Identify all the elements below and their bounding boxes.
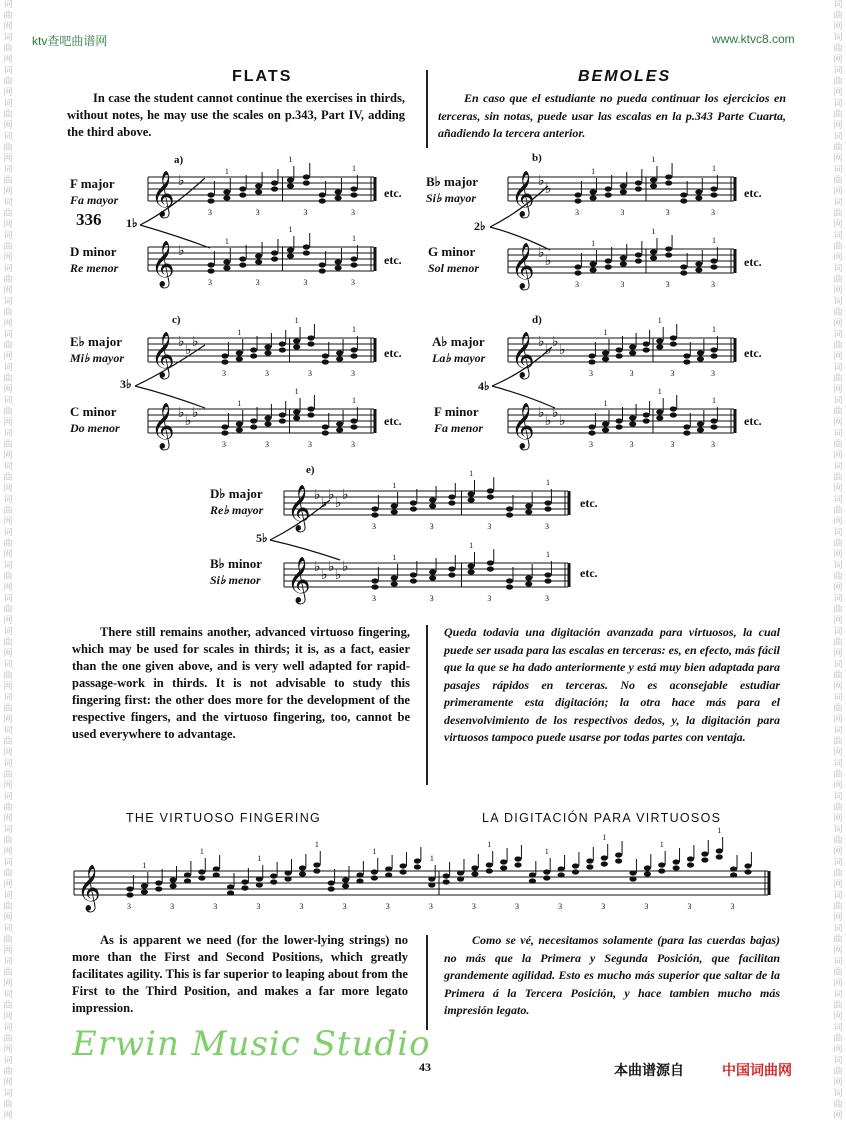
svg-text:♭: ♭	[545, 253, 552, 269]
advanced-english: There still remains another, advanced virtuoso fingering, which may be used for scales in thirds; it is, as a fact, easier than the one given above, and is very well adapted for rapid-passage-work in thirds. It is not advisable to study this fingering first: the other does more for the development of the respective fingers, and the virtuoso fingering, too, cannot be used everywhere to advantage.	[72, 625, 410, 741]
virtuoso-title-en: THE VIRTUOSO FINGERING	[126, 811, 322, 825]
svg-text:1: 1	[352, 234, 356, 243]
svg-text:1: 1	[712, 396, 716, 405]
svg-text:3: 3	[372, 594, 376, 603]
svg-text:♭: ♭	[328, 487, 335, 503]
svg-text:3: 3	[208, 208, 212, 217]
svg-text:1: 1	[717, 826, 722, 835]
svg-text:♭: ♭	[178, 173, 185, 189]
site-url-right[interactable]: www.ktvc8.com	[712, 32, 795, 46]
svg-text:1: 1	[603, 328, 608, 337]
svg-text:♭: ♭	[178, 405, 185, 421]
key-label-f-minor: F minor Fa menor	[434, 404, 484, 435]
example-letter-b: b)	[532, 152, 542, 164]
svg-text:1: 1	[294, 387, 299, 396]
virtuoso-title-es: LA DIGITACIÓN PARA VIRTUOSOS	[482, 811, 722, 825]
svg-text:1: 1	[469, 541, 474, 550]
svg-text:𝄞: 𝄞	[511, 403, 535, 449]
svg-text:♭: ♭	[335, 495, 342, 511]
side-watermark-left: 词曲网 词曲网 词曲网 词曲网 词曲网 词曲网 词曲网 词曲网 词曲网 词曲网 词曲网 词曲网 词曲网 词曲网 词曲网 词曲网 词曲网 词曲网 词曲网 词曲网 词曲网 词曲网 词曲网 词曲网 词曲网 词曲网 词曲网 词曲网 词曲网 词曲网 词曲网 词曲网 词曲网 词曲网	[3, 0, 13, 1121]
page-number: 43	[419, 1060, 431, 1074]
svg-text:3: 3	[730, 902, 735, 911]
svg-text:3: 3	[303, 278, 308, 287]
example-letter-c: c)	[172, 314, 181, 326]
svg-text:3: 3	[487, 522, 492, 531]
svg-text:3: 3	[711, 280, 715, 289]
svg-text:3: 3	[299, 902, 304, 911]
svg-text:3: 3	[256, 902, 261, 911]
svg-text:3: 3	[170, 902, 175, 911]
svg-text:3: 3	[127, 902, 131, 911]
svg-text:1: 1	[392, 553, 397, 562]
svg-text:♭: ♭	[192, 405, 199, 421]
svg-text:3: 3	[601, 902, 606, 911]
svg-text:𝄞: 𝄞	[151, 241, 175, 287]
svg-text:1: 1	[546, 478, 550, 487]
key-label-d-minor: D minor Re menor	[70, 244, 119, 275]
svg-text:3: 3	[545, 522, 549, 531]
svg-text:3: 3	[255, 278, 260, 287]
svg-text:1: 1	[237, 399, 242, 408]
flats-count-c: 3♭	[120, 377, 132, 391]
svg-text:3: 3	[515, 902, 520, 911]
svg-text:♭: ♭	[178, 243, 185, 259]
svg-text:3: 3	[670, 369, 675, 378]
svg-text:♭: ♭	[545, 413, 552, 429]
key-label-bflat-major: B♭ major Si♭ mayor	[426, 174, 478, 205]
svg-text:1: 1	[314, 840, 319, 849]
example-letter-e: e)	[306, 464, 315, 476]
svg-text:3: 3	[342, 902, 347, 911]
svg-text:1: 1	[352, 325, 356, 334]
svg-text:♭: ♭	[538, 173, 545, 189]
svg-text:3: 3	[711, 208, 715, 217]
svg-text:1: 1	[712, 325, 716, 334]
svg-text:3: 3	[308, 440, 312, 449]
svg-text:𝄞: 𝄞	[151, 332, 175, 378]
svg-text:3: 3	[620, 208, 625, 217]
svg-text:3: 3	[545, 594, 549, 603]
svg-text:♭: ♭	[185, 342, 192, 358]
svg-text:3: 3	[575, 208, 579, 217]
svg-text:♭: ♭	[321, 495, 328, 511]
svg-text:3: 3	[589, 369, 593, 378]
svg-text:1: 1	[224, 167, 229, 176]
staff-virtuoso-scale	[74, 826, 774, 918]
svg-text:♭: ♭	[321, 567, 328, 583]
site-name-left[interactable]: ktv查吧曲谱网	[32, 34, 108, 48]
svg-text:♭: ♭	[559, 342, 566, 358]
svg-text:3: 3	[665, 208, 670, 217]
virtuoso-spanish: Como se vé, necesitamos solamente (para las cuerdas bajas) no más que la Primera y Segunda Posición, que facilitan grandemente agilidad. Esto es mucho más superior que saltar de la Primera á la Tercera Posición, y hace tambien mucho más impresión legato.	[444, 933, 780, 1017]
svg-text:1: 1	[237, 328, 242, 337]
svg-text:𝄞: 𝄞	[287, 557, 311, 603]
etc-e-minor: etc.	[580, 566, 598, 580]
svg-text:3: 3	[308, 369, 312, 378]
svg-text:1: 1	[651, 155, 656, 164]
svg-text:𝄞: 𝄞	[511, 332, 535, 378]
exercise-number: 336	[76, 210, 102, 229]
svg-text:1: 1	[294, 316, 299, 325]
svg-text:♭: ♭	[192, 334, 199, 350]
etc-d-major: etc.	[744, 346, 762, 360]
svg-text:1: 1	[651, 227, 656, 236]
svg-text:1: 1	[591, 239, 596, 248]
svg-text:𝄞: 𝄞	[287, 485, 311, 531]
svg-text:3: 3	[385, 902, 390, 911]
etc-b-major: etc.	[744, 186, 762, 200]
svg-text:1: 1	[546, 550, 550, 559]
svg-text:3: 3	[644, 902, 649, 911]
svg-text:𝄞: 𝄞	[511, 243, 535, 289]
svg-text:3: 3	[589, 440, 593, 449]
svg-text:♭: ♭	[314, 487, 321, 503]
etc-a-minor: etc.	[384, 253, 402, 267]
svg-text:1: 1	[257, 854, 262, 863]
svg-text:1: 1	[659, 840, 664, 849]
svg-text:♭: ♭	[538, 245, 545, 261]
svg-text:♭: ♭	[545, 342, 552, 358]
svg-text:1: 1	[288, 225, 293, 234]
key-label-aflat-major: A♭ major La♭ mayor	[432, 334, 486, 365]
intro-english: In case the student cannot continue the exercises in thirds, without notes, he may use the scales on p.343, Part IV, adding the third above.	[67, 91, 405, 139]
svg-text:3: 3	[471, 902, 476, 911]
flats-count-e: 5♭	[256, 531, 268, 545]
svg-text:1: 1	[487, 840, 492, 849]
svg-text:1: 1	[603, 399, 608, 408]
svg-text:3: 3	[265, 369, 269, 378]
svg-text:1: 1	[429, 854, 434, 863]
svg-text:𝄞: 𝄞	[511, 171, 535, 217]
key-label-c-minor: C minor Do menor	[70, 404, 120, 435]
svg-text:1: 1	[657, 387, 662, 396]
title-flats: FLATS	[232, 68, 293, 85]
advanced-spanish: Queda todavia una digitación avanzada para virtuosos, la cual puede ser usada para las escalas en terceras: es, en efecto, más fácil que la que se ha dado anteriormente y está muy bien adaptada para pasajes rápidos en terceras. No es aconsejable estudiar primeramente esta digitación; la otra hace más para el desenvolvimiento de los respectivos dedos, y, la digitación para virtuosos tampoco puede usarse por todas partes con ventaja.	[444, 625, 780, 744]
example-letter-d: d)	[532, 314, 542, 326]
svg-text:3: 3	[711, 369, 715, 378]
svg-text:♭: ♭	[552, 334, 559, 350]
flats-count-a: 1♭	[126, 216, 138, 230]
etc-b-minor: etc.	[744, 255, 762, 269]
etc-a-major: etc.	[384, 186, 402, 200]
svg-text:𝄞: 𝄞	[151, 403, 175, 449]
svg-text:3: 3	[222, 440, 226, 449]
virtuoso-english: As is apparent we need (for the lower-lying strings) no more than the First and Second Positions, which greatly facilitates agility. This is far superior to leaping about from the First to the Third Position, and makes a far more legato impression.	[72, 933, 408, 1015]
key-label-bflat-minor: B♭ minor Si♭ menor	[210, 556, 262, 587]
etc-c-minor: etc.	[384, 414, 402, 428]
svg-text:♭: ♭	[342, 487, 349, 503]
svg-text:3: 3	[255, 208, 260, 217]
etc-d-minor: etc.	[744, 414, 762, 428]
svg-text:3: 3	[558, 902, 563, 911]
svg-text:♭: ♭	[328, 559, 335, 575]
svg-text:1: 1	[142, 861, 147, 870]
svg-text:3: 3	[629, 369, 634, 378]
title-bemoles: BEMOLES	[578, 68, 672, 85]
svg-text:♭: ♭	[335, 567, 342, 583]
svg-text:3: 3	[351, 369, 355, 378]
svg-text:1: 1	[352, 164, 356, 173]
svg-text:3: 3	[670, 440, 675, 449]
svg-text:1: 1	[224, 237, 229, 246]
svg-text:♭: ♭	[552, 405, 559, 421]
svg-text:3: 3	[428, 902, 433, 911]
svg-text:3: 3	[351, 208, 355, 217]
source-label: 本曲谱源自	[614, 1063, 684, 1079]
svg-text:3: 3	[620, 280, 625, 289]
svg-text:♭: ♭	[559, 413, 566, 429]
svg-text:3: 3	[687, 902, 692, 911]
svg-text:1: 1	[602, 833, 607, 842]
svg-text:3: 3	[213, 902, 218, 911]
svg-text:3: 3	[351, 278, 355, 287]
svg-text:3: 3	[629, 440, 634, 449]
svg-text:1: 1	[372, 847, 377, 856]
key-label-dflat-major: D♭ major Re♭ mayor	[210, 486, 264, 517]
svg-text:3: 3	[265, 440, 269, 449]
svg-text:𝄞: 𝄞	[151, 171, 175, 217]
svg-text:1: 1	[469, 469, 474, 478]
svg-text:1: 1	[657, 316, 662, 325]
key-label-f-major: F major Fa mayor	[70, 176, 119, 207]
svg-text:♭: ♭	[185, 413, 192, 429]
svg-text:3: 3	[372, 522, 376, 531]
svg-text:3: 3	[429, 522, 434, 531]
svg-text:1: 1	[199, 847, 204, 856]
etc-c-major: etc.	[384, 346, 402, 360]
svg-text:3: 3	[711, 440, 715, 449]
etc-e-major: etc.	[580, 496, 598, 510]
flats-count-d: 4♭	[478, 379, 490, 393]
intro-spanish: En caso que el estudiante no pueda continuar los ejercicios en terceras, sin notas, puede usar las escalas en la p.343 Parte Cuarta, añadiendo la tercera anterior.	[438, 91, 786, 140]
svg-text:3: 3	[222, 369, 226, 378]
svg-text:1: 1	[591, 167, 596, 176]
svg-text:𝄞: 𝄞	[77, 865, 101, 911]
svg-text:3: 3	[665, 280, 670, 289]
side-watermark-right: 词曲网 词曲网 词曲网 词曲网 词曲网 词曲网 词曲网 词曲网 词曲网 词曲网 词曲网 词曲网 词曲网 词曲网 词曲网 词曲网 词曲网 词曲网 词曲网 词曲网 词曲网 词曲网 词曲网 词曲网 词曲网 词曲网 词曲网 词曲网 词曲网 词曲网 词曲网 词曲网 词曲网 词曲网	[833, 0, 843, 1121]
svg-text:1: 1	[712, 236, 716, 245]
svg-text:♭: ♭	[314, 559, 321, 575]
svg-text:♭: ♭	[545, 181, 552, 197]
svg-text:3: 3	[208, 278, 212, 287]
svg-text:1: 1	[352, 396, 356, 405]
svg-text:3: 3	[575, 280, 579, 289]
svg-text:♭: ♭	[538, 405, 545, 421]
svg-text:♭: ♭	[538, 334, 545, 350]
svg-text:♭: ♭	[178, 334, 185, 350]
svg-text:3: 3	[429, 594, 434, 603]
svg-text:1: 1	[392, 481, 397, 490]
svg-text:3: 3	[487, 594, 492, 603]
key-label-eflat-major: E♭ major Mi♭ mayor	[70, 334, 124, 365]
svg-text:3: 3	[351, 440, 355, 449]
example-letter-a: a)	[174, 154, 184, 166]
svg-text:3: 3	[303, 208, 308, 217]
flats-count-b: 2♭	[474, 219, 486, 233]
key-label-g-minor: G minor Sol menor	[428, 244, 480, 275]
svg-text:1: 1	[544, 847, 549, 856]
svg-text:1: 1	[288, 155, 293, 164]
studio-watermark: Erwin Music Studio	[72, 1024, 431, 1064]
svg-text:1: 1	[712, 164, 716, 173]
source-site-link[interactable]: 中国词曲网	[722, 1063, 792, 1079]
svg-text:♭: ♭	[342, 559, 349, 575]
